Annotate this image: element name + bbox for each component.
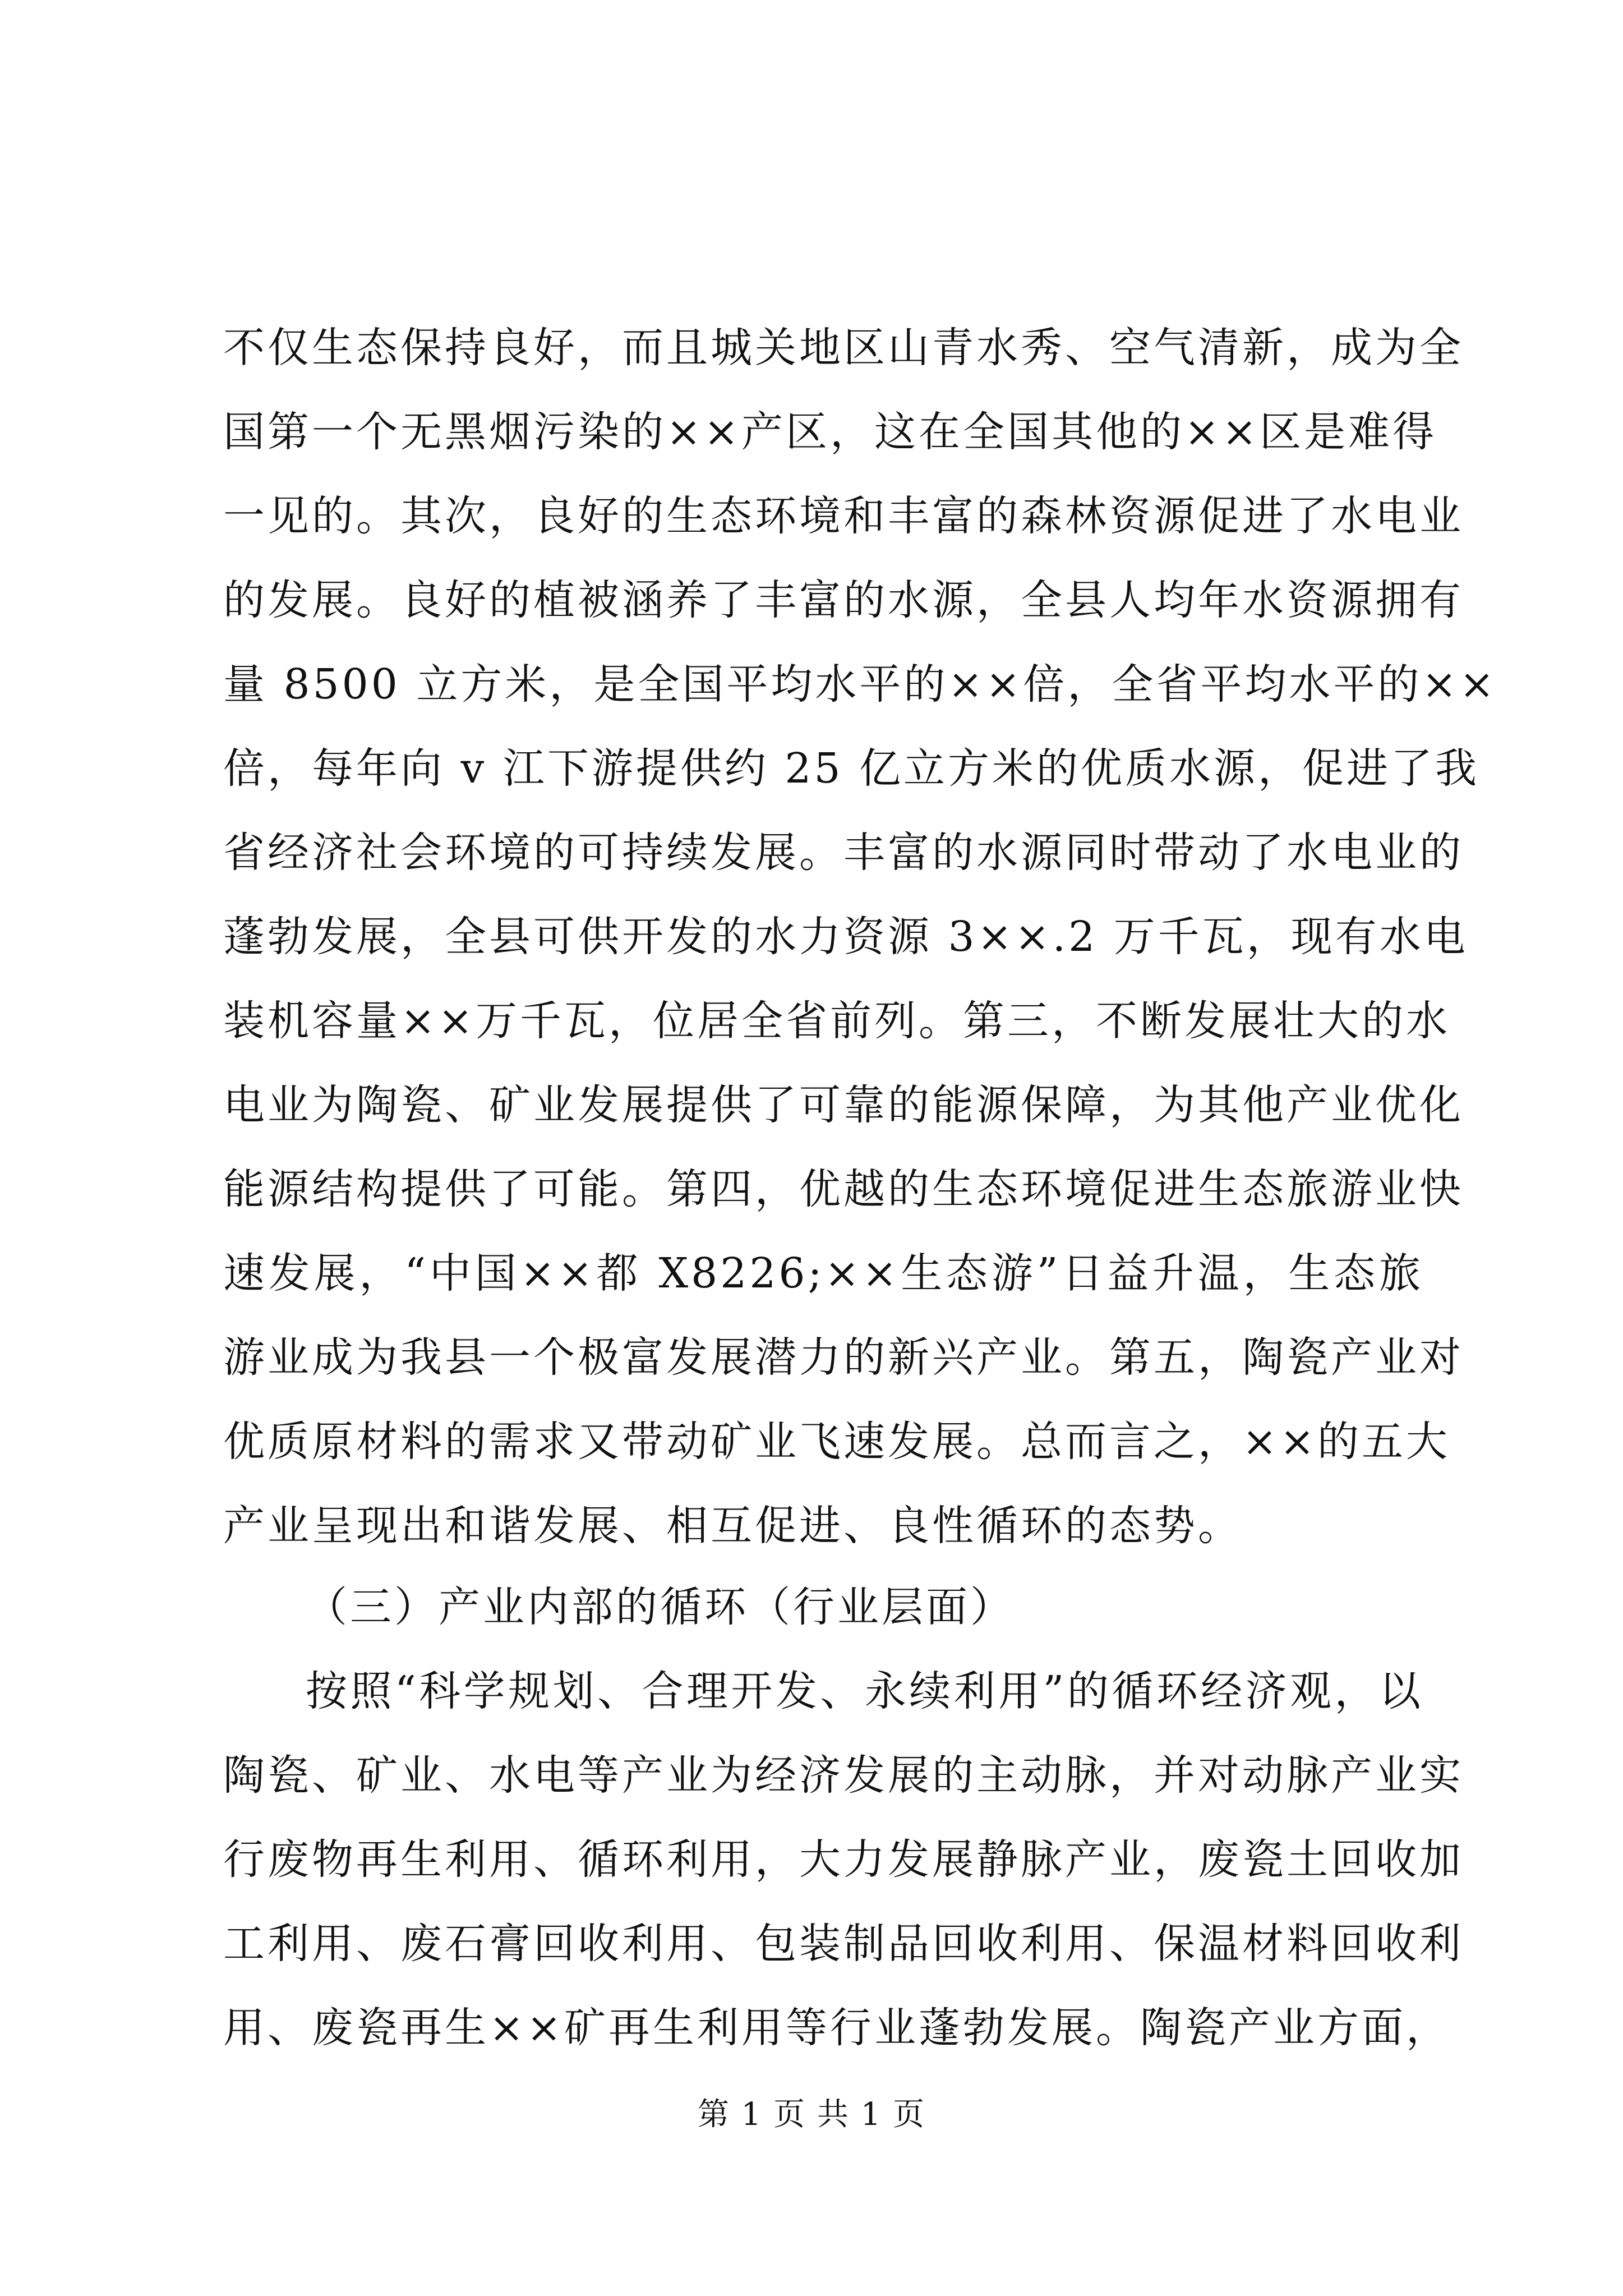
- paragraph-line: 装机容量××万千瓦，位居全省前列。第三，不断发展壮大的水: [223, 997, 1451, 1045]
- paragraph-line: 一见的。其次，良好的生态环境和丰富的森林资源促进了水电业: [223, 492, 1464, 540]
- paragraph-line: 工利用、废石膏回收利用、包装制品回收利用、保温材料回收利: [223, 1920, 1464, 1968]
- paragraph-line: 用、废瓷再生××矿再生利用等行业蓬勃发展。陶瓷产业方面，: [223, 2004, 1451, 2052]
- section-heading: （三）产业内部的循环（行业层面）: [306, 1583, 1015, 1631]
- paragraph-line: 能源结构提供了可能。第四，优越的生态环境促进生态旅游业快: [223, 1165, 1464, 1213]
- paragraph-line: 量 8500 立方米，是全国平均水平的××倍，全省平均水平的××: [223, 660, 1497, 708]
- paragraph-line: 国第一个无黑烟污染的××产区，这在全国其他的××区是难得: [223, 408, 1437, 456]
- paragraph-line: 蓬勃发展，全县可供开发的水力资源 3××.2 万千瓦，现有水电: [223, 913, 1468, 961]
- paragraph-line: 行废物再生利用、循环利用，大力发展静脉产业，废瓷土回收加: [223, 1835, 1464, 1884]
- paragraph-line: 陶瓷、矿业、水电等产业为经济发展的主动脉，并对动脉产业实: [223, 1751, 1464, 1800]
- paragraph-line: 速发展，“中国××都 X8226;××生态游”日益升温，生态旅: [223, 1249, 1423, 1297]
- paragraph-line: 电业为陶瓷、矿业发展提供了可靠的能源保障，为其他产业优化: [223, 1081, 1464, 1129]
- paragraph-line: 优质原材料的需求又带动矿业飞速发展。总而言之，××的五大: [223, 1418, 1451, 1466]
- page-footer: 第 1 页 共 1 页: [697, 2096, 926, 2133]
- paragraph-line: 的发展。良好的植被涵养了丰富的水源，全县人均年水资源拥有: [223, 576, 1464, 624]
- paragraph-line: 省经济社会环境的可持续发展。丰富的水源同时带动了水电业的: [223, 829, 1464, 877]
- paragraph-line: 倍，每年向 v 江下游提供约 25 亿立方米的优质水源，促进了我: [223, 744, 1480, 793]
- paragraph-line: 游业成为我县一个极富发展潜力的新兴产业。第五，陶瓷产业对: [223, 1333, 1464, 1382]
- paragraph-line: 按照“科学规划、合理开发、永续利用”的循环经济观，以: [306, 1667, 1423, 1715]
- paragraph-line: 不仅生态保持良好，而且城关地区山青水秀、空气清新，成为全: [223, 324, 1464, 372]
- paragraph-line: 产业呈现出和谐发展、相互促进、良性循环的态势。: [223, 1502, 1242, 1550]
